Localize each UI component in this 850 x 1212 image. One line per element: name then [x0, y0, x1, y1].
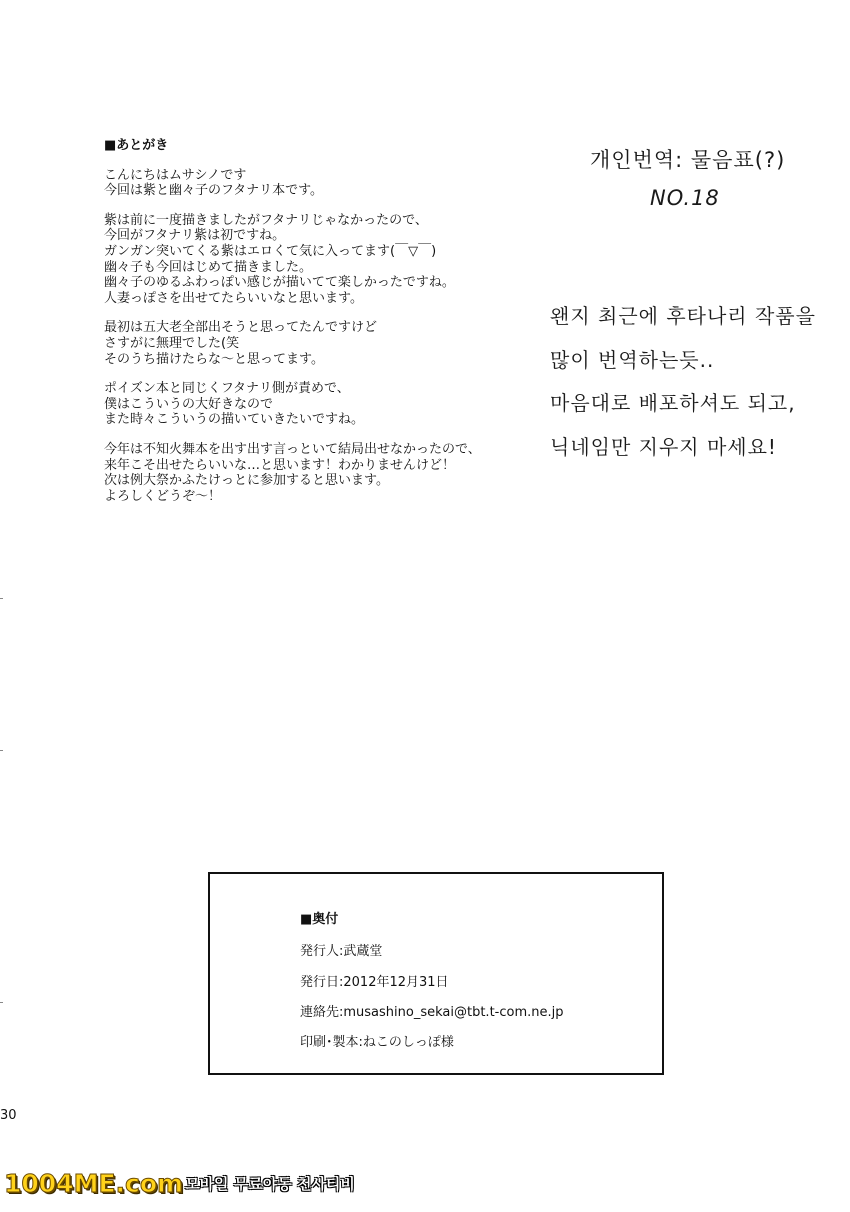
- page-number: 30: [0, 1108, 17, 1123]
- colophon-contact: 連絡先:musashino_sekai@tbt.t-com.ne.jp: [300, 1005, 564, 1020]
- afterword-heading: ■あとがき: [104, 138, 169, 153]
- afterword-section: [104, 138, 544, 518]
- afterword-paragraph-1: こんにちはムサシノです 今回は紫と幽々子のフタナリ本です。: [104, 167, 324, 199]
- afterword-paragraph-4: ポイズン本と同じくフタナリ側が責めで、 僕はこういうの大好きなので また時々こういうの描いていきたいですね。: [104, 381, 365, 428]
- colophon-title: ■奥付: [300, 912, 339, 927]
- colophon-printer: 印刷･製本:ねこのしっぽ様: [300, 1035, 454, 1050]
- colophon-publisher: 発行人:武蔵堂: [300, 944, 383, 959]
- afterword-paragraph-2: 紫は前に一度描きましたがフタナリじゃなかったので、 今回がフタナリ紫は初ですね。 ガンガン突いてくる紫はエロくて気に入ってます(￣▽￣) 幽々子も今回はじめて描きました。 幽々子のゆるふわっぽい感じが描いてて楽しかったですね。 人妻っぽさを出せてたらいいなと思います。: [104, 212, 455, 306]
- watermark: [4, 1166, 355, 1200]
- watermark-subtitle: 모바일 무료야동 천사티비: [185, 1174, 355, 1193]
- translation-number: NO.18: [650, 186, 720, 210]
- edge-tick-mark: [0, 598, 3, 599]
- translator-note: 왠지 최근에 후타나리 작품을 많이 번역하는듯.. 마음대로 배포하셔도 되고, 닉네임만 지우지 마세요!: [550, 304, 816, 459]
- afterword-paragraph-3: 最初は五大老全部出そうと思ってたんですけど さすがに無理でした(笑 そのうち描けたらな～と思ってます。: [104, 320, 378, 367]
- watermark-brand: 1004ME.com: [4, 1168, 184, 1198]
- colophon-date: 発行日:2012年12月31日: [300, 975, 449, 990]
- edge-tick-mark: [0, 1002, 3, 1003]
- colophon-box: [208, 872, 664, 1075]
- edge-tick-mark: [0, 750, 3, 751]
- afterword-paragraph-5: 今年は不知火舞本を出す出す言っといて結局出せなかったので、 来年こそ出せたらいいな…と思います！わかりませんけど！ 次は例大祭かふたけっとに参加すると思います。 よろしくどうぞ～！: [104, 441, 481, 504]
- translator-credit: 개인번역: 물음표(?): [590, 148, 786, 172]
